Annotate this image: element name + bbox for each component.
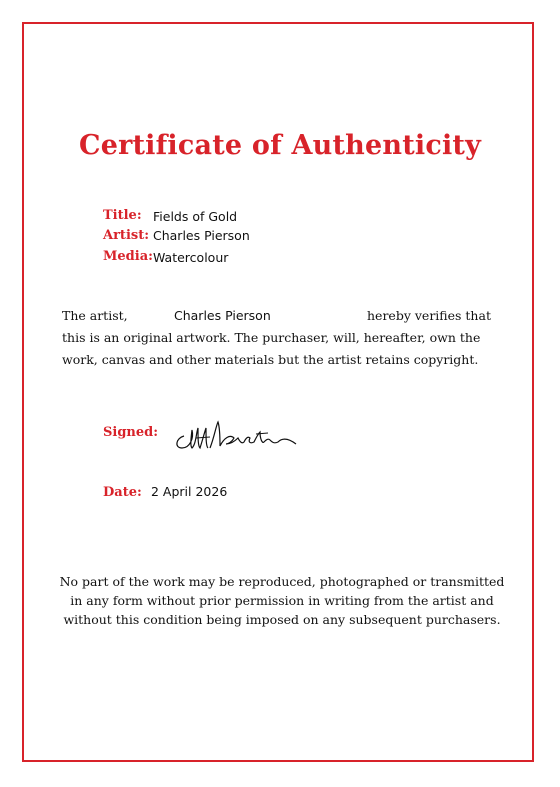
notice-line-2: in any form without prior permission in writing from the artist and [70, 593, 494, 608]
signature-image [170, 408, 300, 456]
statement-line-2: this is an original artwork. The purchaser, will, hereafter, own the [62, 330, 481, 345]
date-value: 2 April 2026 [151, 484, 228, 499]
statement-line-3: work, canvas and other materials but the artist retains copyright. [62, 352, 479, 367]
signed-label: Signed: [103, 425, 159, 440]
statement-verifies: hereby verifies that [367, 308, 491, 323]
statement-artist-name: Charles Pierson [174, 308, 271, 323]
media-value: Watercolour [153, 250, 229, 265]
notice-line-1: No part of the work may be reproduced, photographed or transmitted [59, 574, 505, 589]
media-label: Media: [103, 249, 153, 264]
copyright-notice [56, 572, 508, 629]
notice-line-3: without this condition being imposed on any subsequent purchasers. [63, 612, 501, 627]
statement-lead: The artist, [62, 308, 128, 323]
statement-line-1 [62, 305, 502, 327]
artist-value: Charles Pierson [153, 228, 250, 243]
date-label: Date: [103, 485, 142, 500]
certificate-title: Certificate of Authenticity [79, 130, 481, 161]
artist-label: Artist: [103, 228, 150, 243]
title-value: Fields of Gold [153, 209, 238, 224]
title-label: Title: [103, 208, 142, 223]
